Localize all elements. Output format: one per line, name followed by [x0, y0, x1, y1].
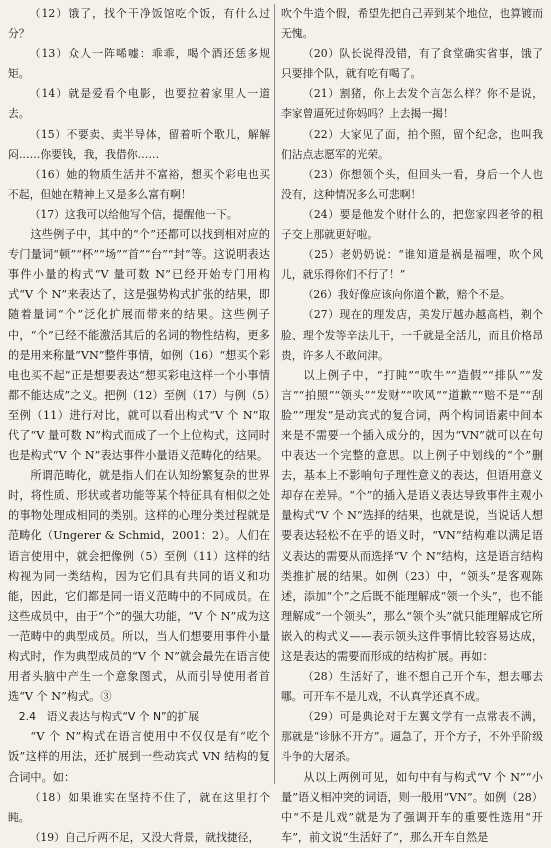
example-24: （24）要是他发个财什么的，把您家四老爷的租子交上那就更好啦。 — [281, 207, 543, 242]
example-12: （12）饿了，找个干净饭馆吃个饭，有什么过分？ — [8, 7, 270, 41]
example-19: （19）自己斤两不足，又没大背景，就找捷径， — [29, 830, 260, 844]
paragraph-categorization: 所谓范畴化，就是指人们在认知纷繁复杂的世界时，将性质、形状或者功能等某个特征具有相似之处的事物处理成相同的类别。这样的心理分类过程就是范畴化（Ungerer & Schmid，2001：2）。人们在语言使用中，就会把像例（5）至例（11）这样的结构视为同一类结构，因为它们具有共同的语义和功能，因此，它们都是同一语义范畴中的不同成员。在这些成员中，由于“个”的强大功能，“V 个 N”成为这一范畴中的典型成员。所以，当人们想要用事件小量构式时，作为典型成员的“V 个 N”就会最先在语言使用者头脑中产生一个意象图式，从而引导使用者首选“V 个 N”构式。③ — [8, 469, 270, 704]
example-23: （23）你想领个头，但回头一看，身后一个人也没有，这种情况多么可悲啊！ — [281, 167, 543, 201]
paragraph-compound-analysis: 以上例子中，“打盹”“吹牛”“造假”“排队”“发言”“拍照”“领头”“发财”“吹风”“道歉”“赔不是”“刮脸”“理发”是动宾式的复合词，两个构词语素中间本来是不需要一个插入成分的，因为“VN”就可以在句中表达一个完整的意思。以上例子中划线的“个”删去，基本上不影响句子理性意义的表达，但语用意义却存在差异。“个”的插入是语义表达导致事件主观小量构式“V 个 N”选择的结果，也就是说，当说话人想要表达轻松不在乎的语义时，“VN”结构难以满足语义表达的需要从而选择“V 个 N”结构，这是语言结构类推扩展的结果。如例（23）中，“领头”是客观陈述，添加“个”之后既不能理解成“领一个头”，也不能理解成“一个领头”，那么“领个头”就只能理解成它所嵌入的构式义——表示领头这件事情比较容易达成，这是表达的需要而形成的结构扩展。再如： — [281, 368, 543, 663]
example-29: （29）可是典论对于左翼文学有一点常表不满，那就是“诊脉不开方”。逼急了，开个方子，不外乎阶级斗争的大屠杀。 — [281, 710, 543, 764]
example-20: （20）队长说得没错，有了食堂确实省事，饿了只要排个队，就有吃有喝了。 — [281, 47, 543, 81]
example-15: （15）不要卖、卖半导体，留着听个歌儿，解解闷……你要钱，我，我借你…… — [8, 127, 270, 161]
section-heading-2-4: 2.4 语义表达与构式“V 个 N”的扩展 — [18, 710, 200, 724]
example-19-continued: 吹个牛造个假，希望先把自己弄到某个地位，也算镀而无愧。 — [281, 7, 543, 41]
example-13: （13）众人一阵唏嘘：乖乖，喝个酒还恁多规矩。 — [8, 47, 270, 81]
right-column — [281, 4, 543, 848]
example-26: （26）我好像应该向你道个歉，赔个不是。 — [302, 288, 511, 302]
example-17: （17）这我可以给他写个信，提醒他一下。 — [29, 207, 238, 221]
example-18: （18）如果谁实在坚持不住了，就在这里打个盹。 — [8, 790, 270, 824]
example-25: （25）老奶奶说：“谁知道是祸是福哩，吹个风儿，就乐得你们不行了！” — [281, 248, 543, 282]
example-14: （14）就是爱看个电影，也要拉着家里人一道去。 — [8, 87, 270, 121]
paragraph-conflict-analysis: 从以上两例可见，如句中有与构式“V 个 N”“小量”语义相冲突的词语，则一般用“VN”。如例（28）中“不是儿戏”就是为了强调开车的重要性选用“开车”，前文说“生活好了”，那么开车自然是 — [281, 770, 543, 844]
left-column — [8, 4, 270, 848]
paragraph-expansion-intro: “V 个 N”构式在语言使用中不仅仅是有“吃个饭”这样的用法，还扩展到一些动宾式 VN 结构的复合词中。如： — [8, 730, 270, 784]
example-27: （27）现在的理发店，美发厅越办越高档，剃个脸、理个发等辛法儿干，一千就是全活儿，而且价格昂贵，许多人不敢问津。 — [281, 308, 543, 362]
paragraph-classifier-analysis: 这些例子中，其中的“个”还都可以找到相对应的专门量词“顿”“杯”“场”“首”“台”“封”等。这说明表达事件小量的构式“V 量可数 N”已经开始专门用构式“V 个 N”来表达了，这是强势构式扩张的结果，即随着量词“个”泛化扩展而带来的结果。这些例子中，“个”已经不能激活其后的名词的物性结构，更多的是用来称量“VN”整件事情，如例（16）“想买个彩电也买不起”正是想要表达“想买彩电这样一个小事情都不能达成”之义。把例（12）至例（17）与例（5）至例（11）进行对比，就可以看出构式“V 个 N”取代了“V 量可数 N”构式而成了一个上位构式，这同时也是构式“V 个 N”表达事件小量语义范畴化的结果。 — [8, 228, 270, 463]
example-28: （28）生活好了，谁不想自己开个车，想去哪去哪。可开车不是儿戏，不认真学还真不成。 — [281, 670, 543, 704]
example-16: （16）她的物质生活并不富裕，想买个彩电也买不起，但她在精神上又是多么富有啊！ — [8, 167, 270, 201]
column-divider — [274, 4, 275, 784]
example-22: （22）大家见了面，拍个照，留个纪念，也叫我们沾点志愿军的光荣。 — [281, 127, 543, 161]
example-21: （21）割猪，你上去发个言怎么样？你不是说，李家曾逼死过你妈吗？上去揭一揭！ — [281, 87, 543, 121]
